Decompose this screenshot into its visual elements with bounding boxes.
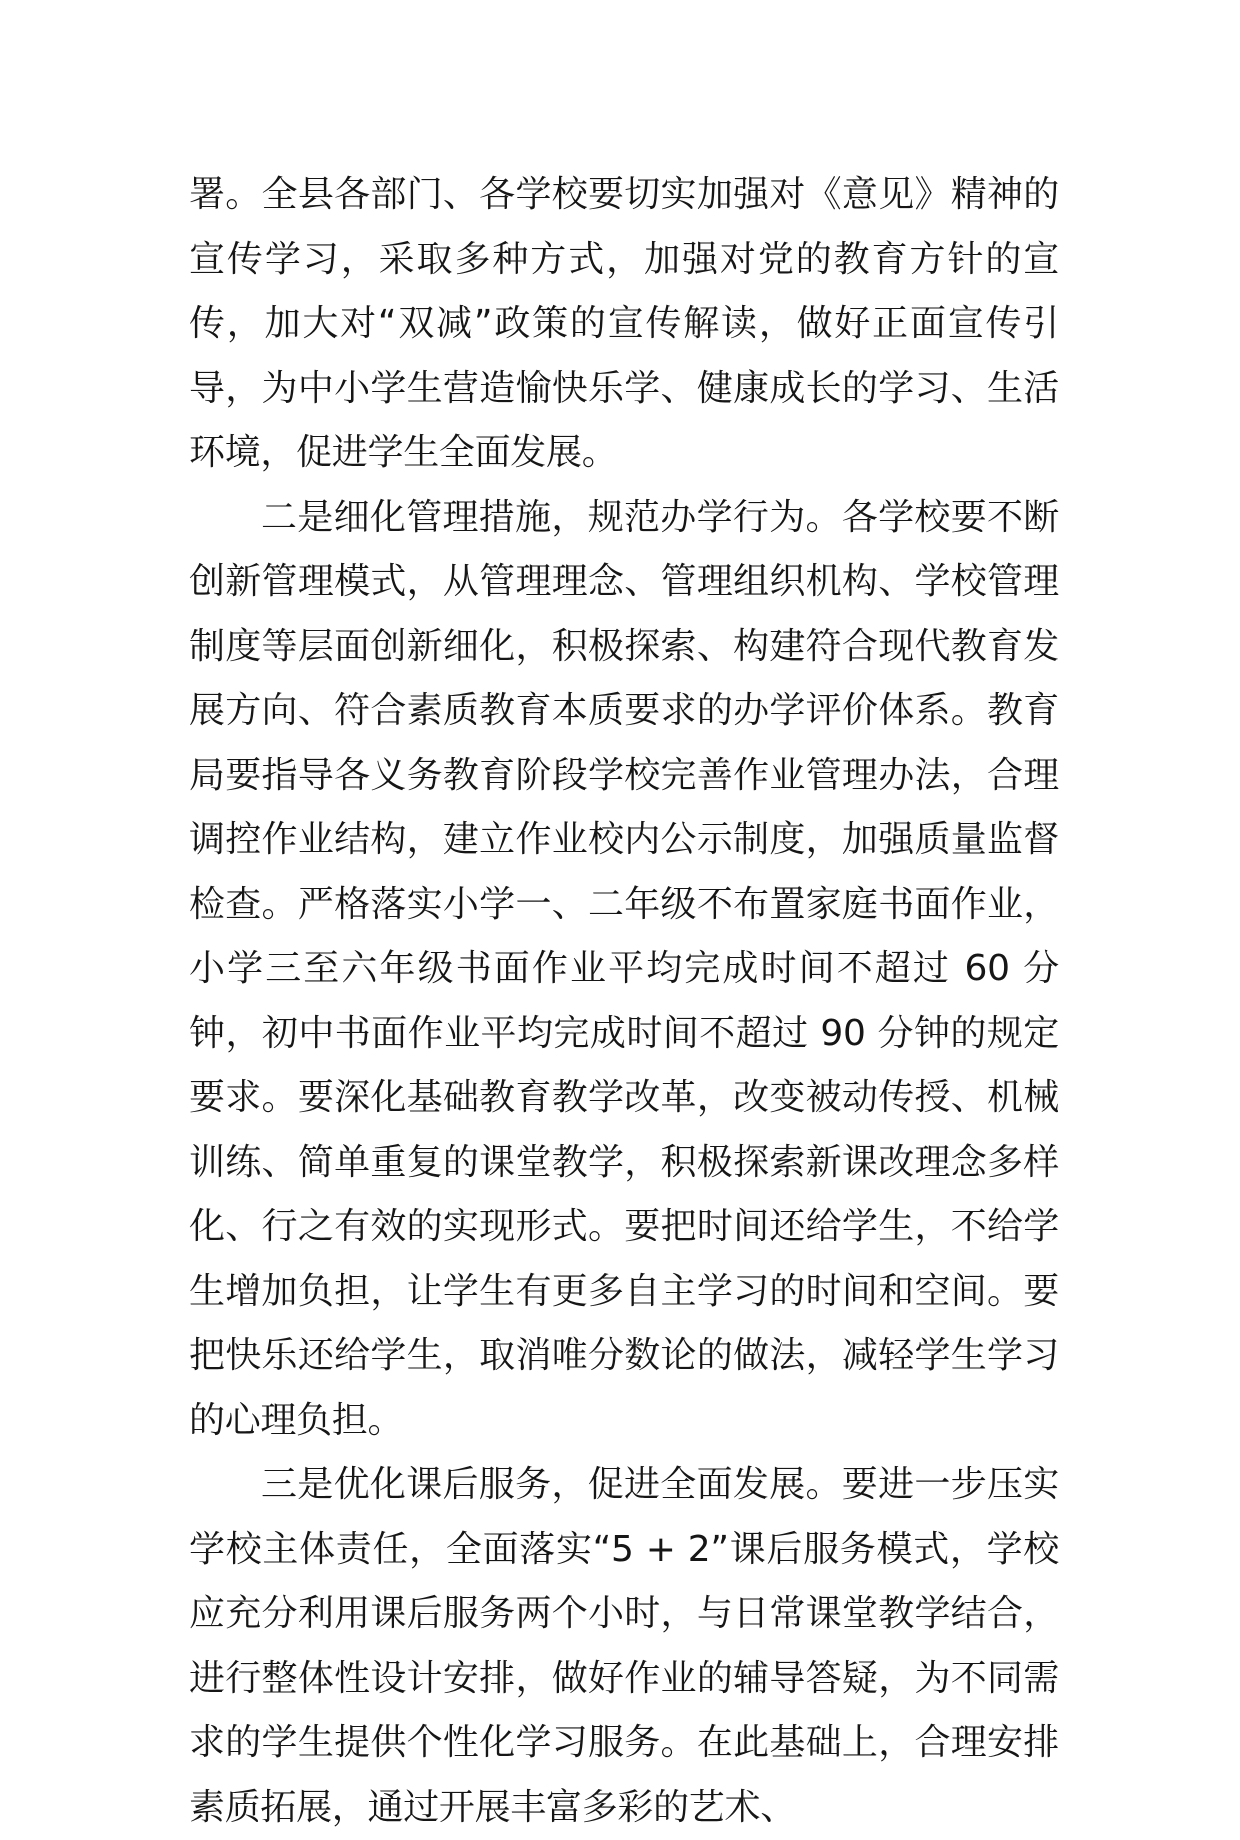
document-body — [189, 163, 1059, 1840]
paragraph-3: 三是优化课后服务，促进全面发展。要进一步压实学校主体责任，全面落实“5 + 2”课后服务模式，学校应充分利用课后服务两个小时，与日常课堂教学结合，进行整体性设计安排，做好作业的辅导答疑，为不同需求的学生提供个性化学习服务。在此基础上，合理安排素质拓展，通过开展丰富多彩的艺术、 — [189, 1464, 1059, 1828]
paragraph-2: 二是细化管理措施，规范办学行为。各学校要不断创新管理模式，从管理理念、管理组织机构、学校管理制度等层面创新细化，积极探索、构建符合现代教育发展方向、符合素质教育本质要求的办学评价体系。教育局要指导各义务教育阶段学校完善作业管理办法，合理调控作业结构，建立作业校内公示制度，加强质量监督检查。严格落实小学一、二年级不布置家庭书面作业，小学三至六年级书面作业平均完成时间不超过 60 分钟，初中书面作业平均完成时间不超过 90 分钟的规定要求。要深化基础教育教学改革，改变被动传授、机械训练、简单重复的课堂教学，积极探索新课改理念多样化、行之有效的实现形式。要把时间还给学生，不给学生增加负担，让学生有更多自主学习的时间和空间。要把快乐还给学生，取消唯分数论的做法，减轻学生学习的心理负担。 — [189, 496, 1059, 1441]
paragraph-1: 署。全县各部门、各学校要切实加强对《意见》精神的宣传学习，采取多种方式，加强对党的教育方针的宣传，加大对“双减”政策的宣传解读，做好正面宣传引导，为中小学生营造愉快乐学、健康成长的学习、生活环境，促进学生全面发展。 — [189, 174, 1059, 473]
